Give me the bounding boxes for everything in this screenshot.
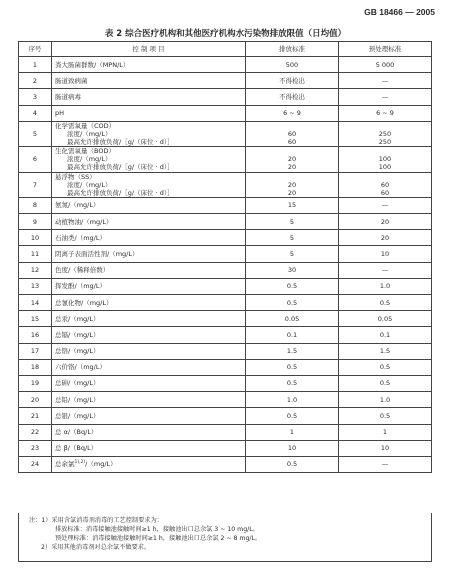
item-line: 阴离子表面活性剂/（mg/L） (55, 249, 139, 258)
control-item (52, 295, 246, 311)
row-number: 17 (19, 343, 52, 359)
value-line: 60 (287, 138, 297, 146)
discharge-value (246, 197, 339, 213)
value-line: 500 (285, 60, 299, 69)
value-line: 0.05 (284, 314, 300, 323)
item-line: 肠道致病菌 (55, 76, 88, 85)
control-item (52, 214, 246, 230)
discharge-value (246, 424, 339, 440)
row-number: 11 (19, 246, 52, 262)
control-item (52, 456, 246, 472)
value-line: 5 (289, 249, 295, 258)
col-header-pretreatment: 预处理标准 (339, 42, 432, 57)
table-row (19, 408, 432, 424)
value-line: 0.1 (286, 330, 298, 339)
control-item (52, 375, 246, 391)
control-item (52, 359, 246, 375)
item-line: pH (55, 109, 65, 118)
value-line: 0.5 (379, 363, 391, 372)
item-line: 悬浮物（SS） (55, 172, 96, 181)
note-1: 注：1）采用含氯消毒剂消毒的工艺控制要求为： (29, 517, 163, 524)
row-number: 24 (19, 456, 52, 472)
table-row (19, 246, 432, 262)
discharge-value (246, 359, 339, 375)
table-row (19, 392, 432, 408)
table-body (19, 57, 432, 473)
value-line: 20 (287, 155, 297, 164)
table-row (19, 424, 432, 440)
row-number: 10 (19, 230, 52, 246)
pretreatment-value (339, 311, 432, 327)
item-text: 总余氯 (55, 460, 75, 469)
item-line: 生化需氧量（BOD） (55, 147, 115, 156)
row-number: 2 (19, 73, 52, 89)
pretreatment-value (339, 456, 432, 472)
table-row (19, 295, 432, 311)
value-line (249, 147, 335, 155)
discharge-value (246, 246, 339, 262)
value-line: — (381, 201, 389, 210)
col-header-no: 序号 (19, 42, 52, 57)
value-line: 5 (289, 233, 295, 242)
item-line: 浓度/（mg/L） (67, 155, 112, 164)
pretreatment-value (339, 327, 432, 343)
discharge-value (246, 278, 339, 294)
discharge-value (246, 311, 339, 327)
value-line: 0.05 (377, 314, 393, 323)
value-line: 1.0 (379, 282, 391, 291)
row-number: 1 (19, 57, 52, 73)
pretreatment-value (339, 172, 432, 197)
table-row (19, 172, 432, 197)
item-line: 总铅/（mg/L） (55, 395, 100, 404)
control-item (52, 327, 246, 343)
value-line: 0.5 (286, 460, 298, 469)
row-number: 15 (19, 311, 52, 327)
discharge-value (246, 262, 339, 278)
value-line (249, 173, 335, 181)
table-row (19, 375, 432, 391)
item-unit: /（mg/L） (85, 460, 117, 469)
value-line: 20 (287, 163, 297, 172)
value-line: 60 (380, 188, 390, 197)
row-number: 21 (19, 408, 52, 424)
value-line: 0.5 (286, 411, 298, 420)
note-1b: 预处理标准：消毒接触池接触时间≥1 h，接触池出口总余氯 2 ~ 8 mg/L。 (55, 534, 262, 542)
table-row (19, 278, 432, 294)
item-line: 总 α/（Bq/L） (55, 428, 98, 437)
item-line: 色度/（稀释倍数） (55, 266, 110, 275)
discharge-value (246, 121, 339, 146)
discharge-value (246, 214, 339, 230)
control-item (52, 89, 246, 105)
row-number: 3 (19, 89, 52, 105)
pretreatment-value (339, 424, 432, 440)
pretreatment-value (339, 147, 432, 172)
discharge-value (246, 295, 339, 311)
value-line: 0.5 (286, 298, 298, 307)
row-number: 13 (19, 278, 52, 294)
value-line: 15 (287, 201, 297, 210)
control-item (52, 121, 246, 146)
pretreatment-value (339, 230, 432, 246)
row-number: 8 (19, 197, 52, 213)
value-line: 10 (287, 444, 297, 453)
item-line: 化学需氧量（COD） (55, 121, 116, 130)
item-line: 总砷/（mg/L） (55, 379, 100, 388)
table-row (19, 230, 432, 246)
row-number: 12 (19, 262, 52, 278)
value-line: 0.5 (379, 298, 391, 307)
value-line: 60 (380, 180, 390, 189)
discharge-value (246, 327, 339, 343)
value-line: 20 (287, 188, 297, 197)
control-item (52, 392, 246, 408)
item-line: 浓度/（mg/L） (67, 129, 112, 138)
value-line: 1.5 (286, 347, 298, 356)
value-line (342, 147, 428, 155)
discharge-value (246, 73, 339, 89)
pretreatment-value (339, 57, 432, 73)
item-line: 总汞/（mg/L） (55, 314, 100, 323)
item-line: 石油类/（mg/L） (55, 233, 106, 242)
pretreatment-value (339, 392, 432, 408)
item-line: 总铬/（mg/L） (55, 347, 100, 356)
pretreatment-value (339, 359, 432, 375)
pretreatment-value (339, 214, 432, 230)
value-line: — (381, 76, 389, 85)
item-line: 总银/（mg/L） (55, 411, 100, 420)
standard-table (18, 41, 432, 473)
table-row (19, 121, 432, 146)
note-1a: 排放标准：消毒接触池接触时间≥1 h，接触池出口总余氯 3 ~ 10 mg/L。 (55, 525, 259, 533)
value-line (342, 122, 428, 130)
row-number: 4 (19, 105, 52, 121)
table-header-row (19, 42, 432, 57)
table-title: 表 2 综合医疗机构和其他医疗机构水污染物排放限值（日均值） (104, 29, 347, 39)
control-item (52, 197, 246, 213)
discharge-value (246, 440, 339, 456)
row-number: 23 (19, 440, 52, 456)
item-line: 粪大肠菌群数/（MPN/L） (55, 60, 130, 69)
item-line (55, 460, 242, 468)
pretreatment-value (339, 295, 432, 311)
control-item (52, 311, 246, 327)
note-2: 2）采用其他消毒剂对总余氯不做要求。 (41, 543, 151, 551)
pretreatment-value (339, 408, 432, 424)
value-line (342, 173, 428, 181)
pretreatment-value (339, 375, 432, 391)
value-line: 不得检出 (279, 76, 305, 85)
value-line (249, 122, 335, 130)
item-line: 总 β/（Bq/L） (55, 444, 98, 453)
pretreatment-value (339, 262, 432, 278)
item-line: 六价铬/（mg/L） (55, 363, 106, 372)
control-item (52, 408, 246, 424)
item-line: 总氰化物/（mg/L） (55, 298, 113, 307)
pretreatment-value (339, 105, 432, 121)
value-line: 5 (289, 217, 295, 226)
value-line: 0.5 (286, 282, 298, 291)
row-number: 18 (19, 359, 52, 375)
table-row (19, 440, 432, 456)
value-line: 1.5 (379, 347, 391, 356)
item-line: 最高允许排放负荷/［g/（床位 · d）］ (67, 163, 174, 172)
table-row (19, 456, 432, 472)
value-line: 20 (287, 180, 297, 189)
table-row (19, 57, 432, 73)
value-line: 0.1 (379, 330, 391, 339)
value-line: 250 (378, 138, 392, 146)
value-line: 10 (380, 444, 390, 453)
table-row (19, 359, 432, 375)
row-number: 20 (19, 392, 52, 408)
discharge-value (246, 89, 339, 105)
item-line: 肠道病毒 (55, 92, 81, 101)
value-line: 10 (380, 249, 390, 258)
row-number: 7 (19, 172, 52, 197)
value-line: 0.5 (286, 363, 298, 372)
discharge-value (246, 456, 339, 472)
value-line: — (381, 92, 389, 101)
note-ref: 1),2) (74, 460, 86, 466)
control-item (52, 73, 246, 89)
value-line: 20 (380, 233, 390, 242)
item-line: 浓度/（mg/L） (67, 180, 112, 189)
control-item (52, 424, 246, 440)
row-number: 16 (19, 327, 52, 343)
control-item (52, 262, 246, 278)
discharge-value (246, 375, 339, 391)
table-row (19, 214, 432, 230)
value-line: 5 000 (375, 60, 395, 69)
item-line: 挥发酚/（mg/L） (55, 282, 106, 291)
control-item (52, 246, 246, 262)
control-item (52, 343, 246, 359)
value-line: 0.5 (379, 411, 391, 420)
pretreatment-value (339, 246, 432, 262)
discharge-value (246, 230, 339, 246)
value-line: 250 (378, 129, 392, 138)
standard-code: GB 18466 — 2005 (364, 7, 435, 17)
value-line: 100 (378, 155, 392, 164)
control-item (52, 172, 246, 197)
table-row (19, 262, 432, 278)
control-item (52, 440, 246, 456)
value-line: 0.5 (379, 379, 391, 388)
pretreatment-value (339, 278, 432, 294)
row-number: 6 (19, 147, 52, 172)
col-header-discharge: 排放标准 (246, 42, 339, 57)
value-line: 1.0 (379, 395, 391, 404)
col-header-item: 控 制 项 目 (52, 42, 246, 57)
table-row (19, 147, 432, 172)
row-number: 14 (19, 295, 52, 311)
value-line: 6 ~ 9 (376, 109, 394, 118)
control-item (52, 57, 246, 73)
table-row (19, 89, 432, 105)
table-row (19, 73, 432, 89)
table-row (19, 197, 432, 213)
discharge-value (246, 147, 339, 172)
pretreatment-value (339, 197, 432, 213)
row-number: 5 (19, 121, 52, 146)
item-line: 动植物油/（mg/L） (55, 217, 113, 226)
value-line: 6 ~ 9 (283, 109, 301, 118)
discharge-value (246, 392, 339, 408)
row-number: 9 (19, 214, 52, 230)
control-item (52, 105, 246, 121)
row-number: 19 (19, 375, 52, 391)
item-line: 氨氮/（mg/L） (55, 201, 100, 210)
control-item (52, 230, 246, 246)
pretreatment-value (339, 343, 432, 359)
value-line: — (381, 460, 389, 469)
pretreatment-value (339, 440, 432, 456)
value-line: 100 (378, 163, 392, 172)
value-line: 0.5 (286, 379, 298, 388)
value-line: — (381, 266, 389, 275)
value-line: 1.0 (286, 395, 298, 404)
table-notes (18, 513, 432, 562)
pretreatment-value (339, 73, 432, 89)
item-line: 最高允许排放负荷/［g/（床位 · d）］ (67, 188, 174, 197)
discharge-value (246, 105, 339, 121)
discharge-value (246, 172, 339, 197)
value-line: 1 (289, 428, 295, 437)
discharge-value (246, 57, 339, 73)
table-row (19, 327, 432, 343)
value-line: 20 (380, 217, 390, 226)
table-row (19, 105, 432, 121)
item-line: 总镉/（mg/L） (55, 330, 100, 339)
value-line: 60 (287, 129, 297, 138)
discharge-value (246, 408, 339, 424)
item-line: 最高允许排放负荷/［g/（床位 · d）］ (67, 138, 174, 146)
value-line: 1 (382, 428, 388, 437)
row-number: 22 (19, 424, 52, 440)
value-line: 不得检出 (279, 92, 305, 101)
discharge-value (246, 343, 339, 359)
control-item (52, 278, 246, 294)
pretreatment-value (339, 89, 432, 105)
table-row (19, 343, 432, 359)
pretreatment-value (339, 121, 432, 146)
table-row (19, 311, 432, 327)
value-line: 30 (287, 266, 297, 275)
control-item (52, 147, 246, 172)
